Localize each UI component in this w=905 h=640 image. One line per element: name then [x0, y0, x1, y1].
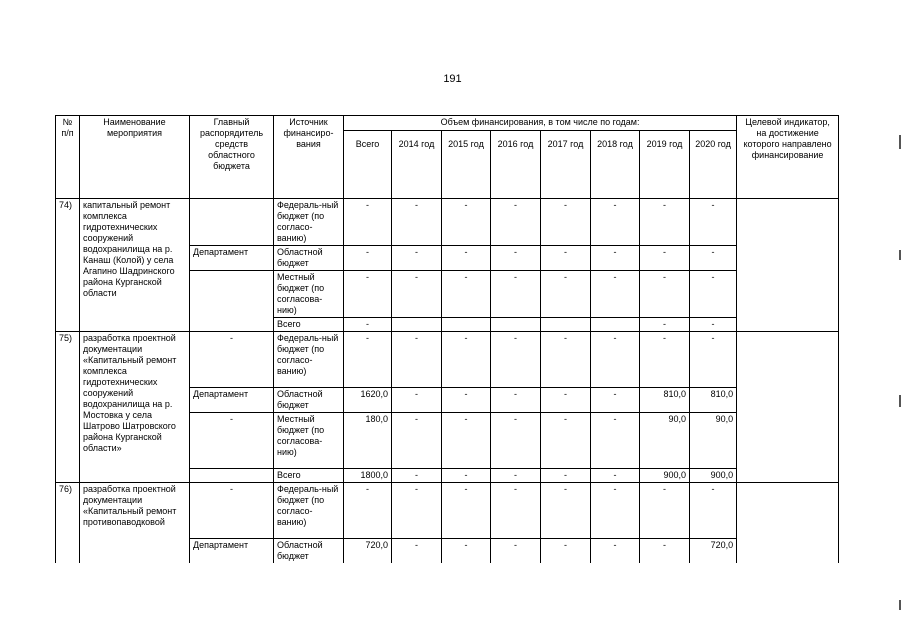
value-cell: -	[690, 246, 737, 271]
manager-cell: -	[190, 413, 274, 469]
header-volume: Объем финансирования, в том числе по годам:	[344, 116, 737, 131]
value-cell: -	[442, 388, 491, 413]
page-number: 191	[443, 73, 462, 85]
indicator-cell	[737, 483, 839, 564]
value-cell: -	[640, 271, 690, 318]
value-cell: -	[344, 199, 392, 246]
value-cell: -	[591, 388, 640, 413]
value-cell: -	[442, 539, 491, 564]
value-cell: 900,0	[640, 469, 690, 483]
source-cell: Местный бюджет (по согласова-нию)	[274, 413, 344, 469]
value-cell: -	[344, 332, 392, 388]
manager-cell: Департамент	[190, 388, 274, 413]
financing-table	[55, 115, 839, 563]
value-cell: -	[591, 332, 640, 388]
value-cell: -	[591, 539, 640, 564]
value-cell: 1620,0	[344, 388, 392, 413]
value-cell: -	[392, 271, 442, 318]
scan-mark	[899, 600, 901, 610]
value-cell: -	[392, 246, 442, 271]
value-cell: -	[591, 469, 640, 483]
header-year: 2017 год	[541, 131, 591, 199]
header-year: 2016 год	[491, 131, 541, 199]
value-cell: -	[640, 539, 690, 564]
value-cell: -	[392, 413, 442, 469]
source-cell: Всего	[274, 318, 344, 332]
manager-cell	[190, 199, 274, 246]
value-cell: -	[344, 483, 392, 539]
value-cell	[491, 318, 541, 332]
value-cell: -	[442, 271, 491, 318]
value-cell: -	[344, 318, 392, 332]
source-cell: Всего	[274, 469, 344, 483]
header-total: Всего	[344, 131, 392, 199]
item-name: капитальный ремонт комплекса гидротехнических сооружений водохранилища на р. Канаш (Колой) у села Агапино Шадринского района Курганской области	[80, 199, 190, 332]
value-cell: -	[541, 539, 591, 564]
manager-cell: Департамент	[190, 246, 274, 271]
value-cell: -	[690, 271, 737, 318]
source-cell: Федераль-ный бюджет (по согласо-ванию)	[274, 483, 344, 539]
value-cell: -	[392, 539, 442, 564]
value-cell: -	[442, 332, 491, 388]
source-cell: Областной бюджет	[274, 539, 344, 564]
source-cell: Федераль-ный бюджет (по согласо-ванию)	[274, 199, 344, 246]
source-cell: Областной бюджет	[274, 246, 344, 271]
value-cell: -	[541, 413, 591, 469]
header-name: Наименование мероприятия	[80, 116, 190, 199]
value-cell: -	[541, 469, 591, 483]
header-source: Источник финансиро-вания	[274, 116, 344, 199]
value-cell	[392, 318, 442, 332]
value-cell: 720,0	[690, 539, 737, 564]
item-number: 76)	[56, 483, 80, 564]
item-number: 74)	[56, 199, 80, 332]
value-cell: -	[690, 332, 737, 388]
indicator-cell	[737, 199, 839, 332]
source-cell: Местный бюджет (по согласова-нию)	[274, 271, 344, 318]
header-year: 2019 год	[640, 131, 690, 199]
header-year: 2015 год	[442, 131, 491, 199]
value-cell: -	[442, 483, 491, 539]
header-year: 2018 год	[591, 131, 640, 199]
table-row	[56, 199, 839, 246]
value-cell: -	[541, 332, 591, 388]
value-cell: -	[491, 413, 541, 469]
header-year: 2020 год	[690, 131, 737, 199]
value-cell: -	[344, 271, 392, 318]
value-cell: -	[541, 246, 591, 271]
scan-mark	[899, 250, 901, 260]
table-row	[56, 483, 839, 539]
scan-mark	[899, 135, 901, 149]
value-cell: -	[640, 332, 690, 388]
source-cell: Федераль-ный бюджет (по согласо-ванию)	[274, 332, 344, 388]
value-cell: 180,0	[344, 413, 392, 469]
item-number: 75)	[56, 332, 80, 483]
manager-cell	[190, 271, 274, 332]
manager-cell: Департамент	[190, 539, 274, 564]
value-cell: -	[491, 483, 541, 539]
value-cell: 720,0	[344, 539, 392, 564]
value-cell: -	[491, 246, 541, 271]
value-cell: -	[392, 332, 442, 388]
value-cell: 1800,0	[344, 469, 392, 483]
value-cell: 90,0	[640, 413, 690, 469]
value-cell: -	[541, 388, 591, 413]
value-cell: -	[442, 246, 491, 271]
manager-cell: -	[190, 483, 274, 539]
scan-mark	[899, 395, 901, 407]
value-cell: -	[591, 246, 640, 271]
value-cell: -	[491, 271, 541, 318]
value-cell: -	[591, 199, 640, 246]
header-indicator: Целевой индикатор, на достижение которого направлено финансирование	[737, 116, 839, 199]
value-cell: 900,0	[690, 469, 737, 483]
value-cell: -	[392, 199, 442, 246]
value-cell: -	[541, 483, 591, 539]
value-cell: -	[591, 413, 640, 469]
value-cell: -	[640, 318, 690, 332]
source-cell: Областной бюджет	[274, 388, 344, 413]
manager-cell	[190, 469, 274, 483]
indicator-cell	[737, 332, 839, 483]
value-cell: -	[591, 483, 640, 539]
value-cell: -	[491, 469, 541, 483]
table-row	[56, 332, 839, 388]
header-year: 2014 год	[392, 131, 442, 199]
value-cell	[442, 318, 491, 332]
value-cell: -	[442, 199, 491, 246]
value-cell	[541, 318, 591, 332]
value-cell: -	[392, 469, 442, 483]
value-cell: -	[392, 388, 442, 413]
value-cell: -	[640, 246, 690, 271]
value-cell: -	[690, 199, 737, 246]
item-name: разработка проектной документации «Капитальный ремонт противопаводковой	[80, 483, 190, 564]
value-cell: -	[491, 539, 541, 564]
manager-cell: -	[190, 332, 274, 388]
value-cell: -	[491, 388, 541, 413]
header-no: № п/п	[56, 116, 80, 199]
header-row-1	[56, 116, 839, 131]
value-cell: 90,0	[690, 413, 737, 469]
value-cell: -	[640, 199, 690, 246]
value-cell	[591, 318, 640, 332]
header-manager: Главный распорядитель средств областного бюджета	[190, 116, 274, 199]
value-cell: 810,0	[690, 388, 737, 413]
value-cell: -	[541, 271, 591, 318]
value-cell: -	[690, 483, 737, 539]
financing-table-wrapper	[55, 115, 839, 563]
value-cell: 810,0	[640, 388, 690, 413]
value-cell: -	[442, 413, 491, 469]
value-cell: -	[442, 469, 491, 483]
value-cell: -	[392, 483, 442, 539]
value-cell: -	[541, 199, 591, 246]
value-cell: -	[344, 246, 392, 271]
value-cell: -	[491, 332, 541, 388]
value-cell: -	[690, 318, 737, 332]
value-cell: -	[591, 271, 640, 318]
value-cell: -	[640, 483, 690, 539]
value-cell: -	[491, 199, 541, 246]
item-name: разработка проектной документации «Капитальный ремонт комплекса гидротехнических сооружений водохранилища на р. Мостовка у села Шатрово Шатровского района Курганской области»	[80, 332, 190, 483]
